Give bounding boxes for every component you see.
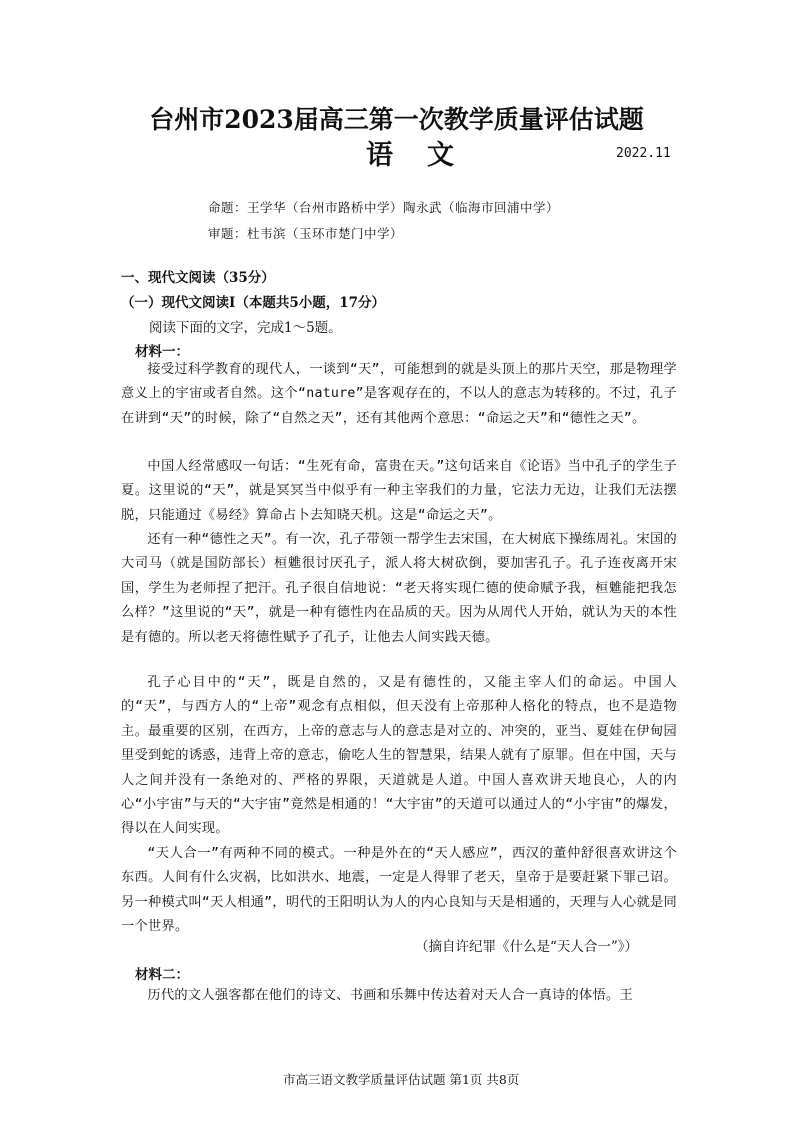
section-heading: 一、现代文阅读（35分） <box>121 270 275 286</box>
paragraph: 还有一种“德性之天”。有一次，孔子带领一帮学生去宋国，在大树底下操练周礼。宋国的大司马（就是国防部长）桓魋很讨厌孔子，派人将大树砍倒，要加害孔子。孔子连夜离开宋国，学生为老师捏了把汗。孔子很自信地说：“老天将实现仁德的使命赋予我，桓魋能把我怎么样？”这里说的“天”，就是一种有德性内在品质的天。因为从周代人开始，就认为天的本性是有德的。所以老天将德性赋予了孔子，让他去人间实践天德。 <box>121 532 677 645</box>
exam-title: 台州市2023届高三第一次教学质量评估试题 <box>149 105 644 134</box>
exam-date: 2022.11 <box>616 146 671 161</box>
reviewer-credit: 审题：杜韦滨（玉环市楚门中学） <box>208 226 404 241</box>
paragraph: 历代的文人强客都在他们的诗文、书画和乐舞中传达着对天人合一真诗的体悟。王 <box>147 988 633 1003</box>
paragraph: 孔子心目中的“天”，既是自然的，又是有德性的，又能主宰人们的命运。中国人的“天”，与西方人的“上帝”观念有点相似，但天没有上帝那种人格化的特点，也不是造物主。最重要的区别，在西方，上帝的意志与人的意志是对立的、冲突的，亚当、夏娃在伊甸园里受到蛇的诱惑，违背上帝的意志，偷吃人生的智慧果，结果人就有了原罪。但在中国，天与人之间并没有一条绝对的、严格的界限，天道就是人道。中国人喜欢讲天地良心，人的内心“小宇宙”与天的“大宇宙”竟然是相通的！“大宇宙”的天道可以通过人的“小宇宙”的爆发，得以在人间实现。 <box>121 675 677 837</box>
author-credit: 命题：王学华（台州市路桥中学）陶永武（临海市回浦中学） <box>208 200 560 215</box>
subject-title: 语文 <box>366 140 488 171</box>
instructions: 阅读下面的文字，完成1～5题。 <box>149 320 342 336</box>
page-footer: 市高三语文教学质量评估试题 第1页 共8页 <box>283 1072 520 1087</box>
paragraph: 中国人经常感叹一句话：“生死有命，富贵在天。”这句话来自《论语》当中孔子的学生子夏。这里说的“天”，就是冥冥当中似乎有一种主宰我们的力量，它法力无边，让我们无法摆脱，只能通过《易经》算命占卜去知晓天机。这是“命运之天”。 <box>121 459 677 523</box>
material-two-heading: 材料二： <box>135 967 189 983</box>
paragraph: “天人合一”有两种不同的模式。一种是外在的“天人感应”，西汉的董仲舒很喜欢讲这个东西。人间有什么灾祸，比如洪水、地震，一定是人得罪了老天，皇帝于是要赶紧下罪己诏。另一种模式叫“天人相通”，明代的王阳明认为人的内心良知与天是相通的，天理与人心就是同一个世界。 <box>121 846 677 935</box>
material-one-heading: 材料一： <box>135 344 189 360</box>
source-citation: （摘自许纪罪《什么是“天人合一”》） <box>415 939 639 955</box>
subsection-heading: （一）现代文阅读Ⅰ（本题共5小题，17分） <box>121 295 385 311</box>
paragraph: 接受过科学教育的现代人，一谈到“天”，可能想到的就是头顶上的那片天空，那是物理学意义上的宇宙或者自然。这个“nature”是客观存在的，不以人的意志为转移的。不过，孔子在讲到“天”的时候，除了“自然之天”，还有其他两个意思：“命运之天”和“德性之天”。 <box>121 362 677 426</box>
